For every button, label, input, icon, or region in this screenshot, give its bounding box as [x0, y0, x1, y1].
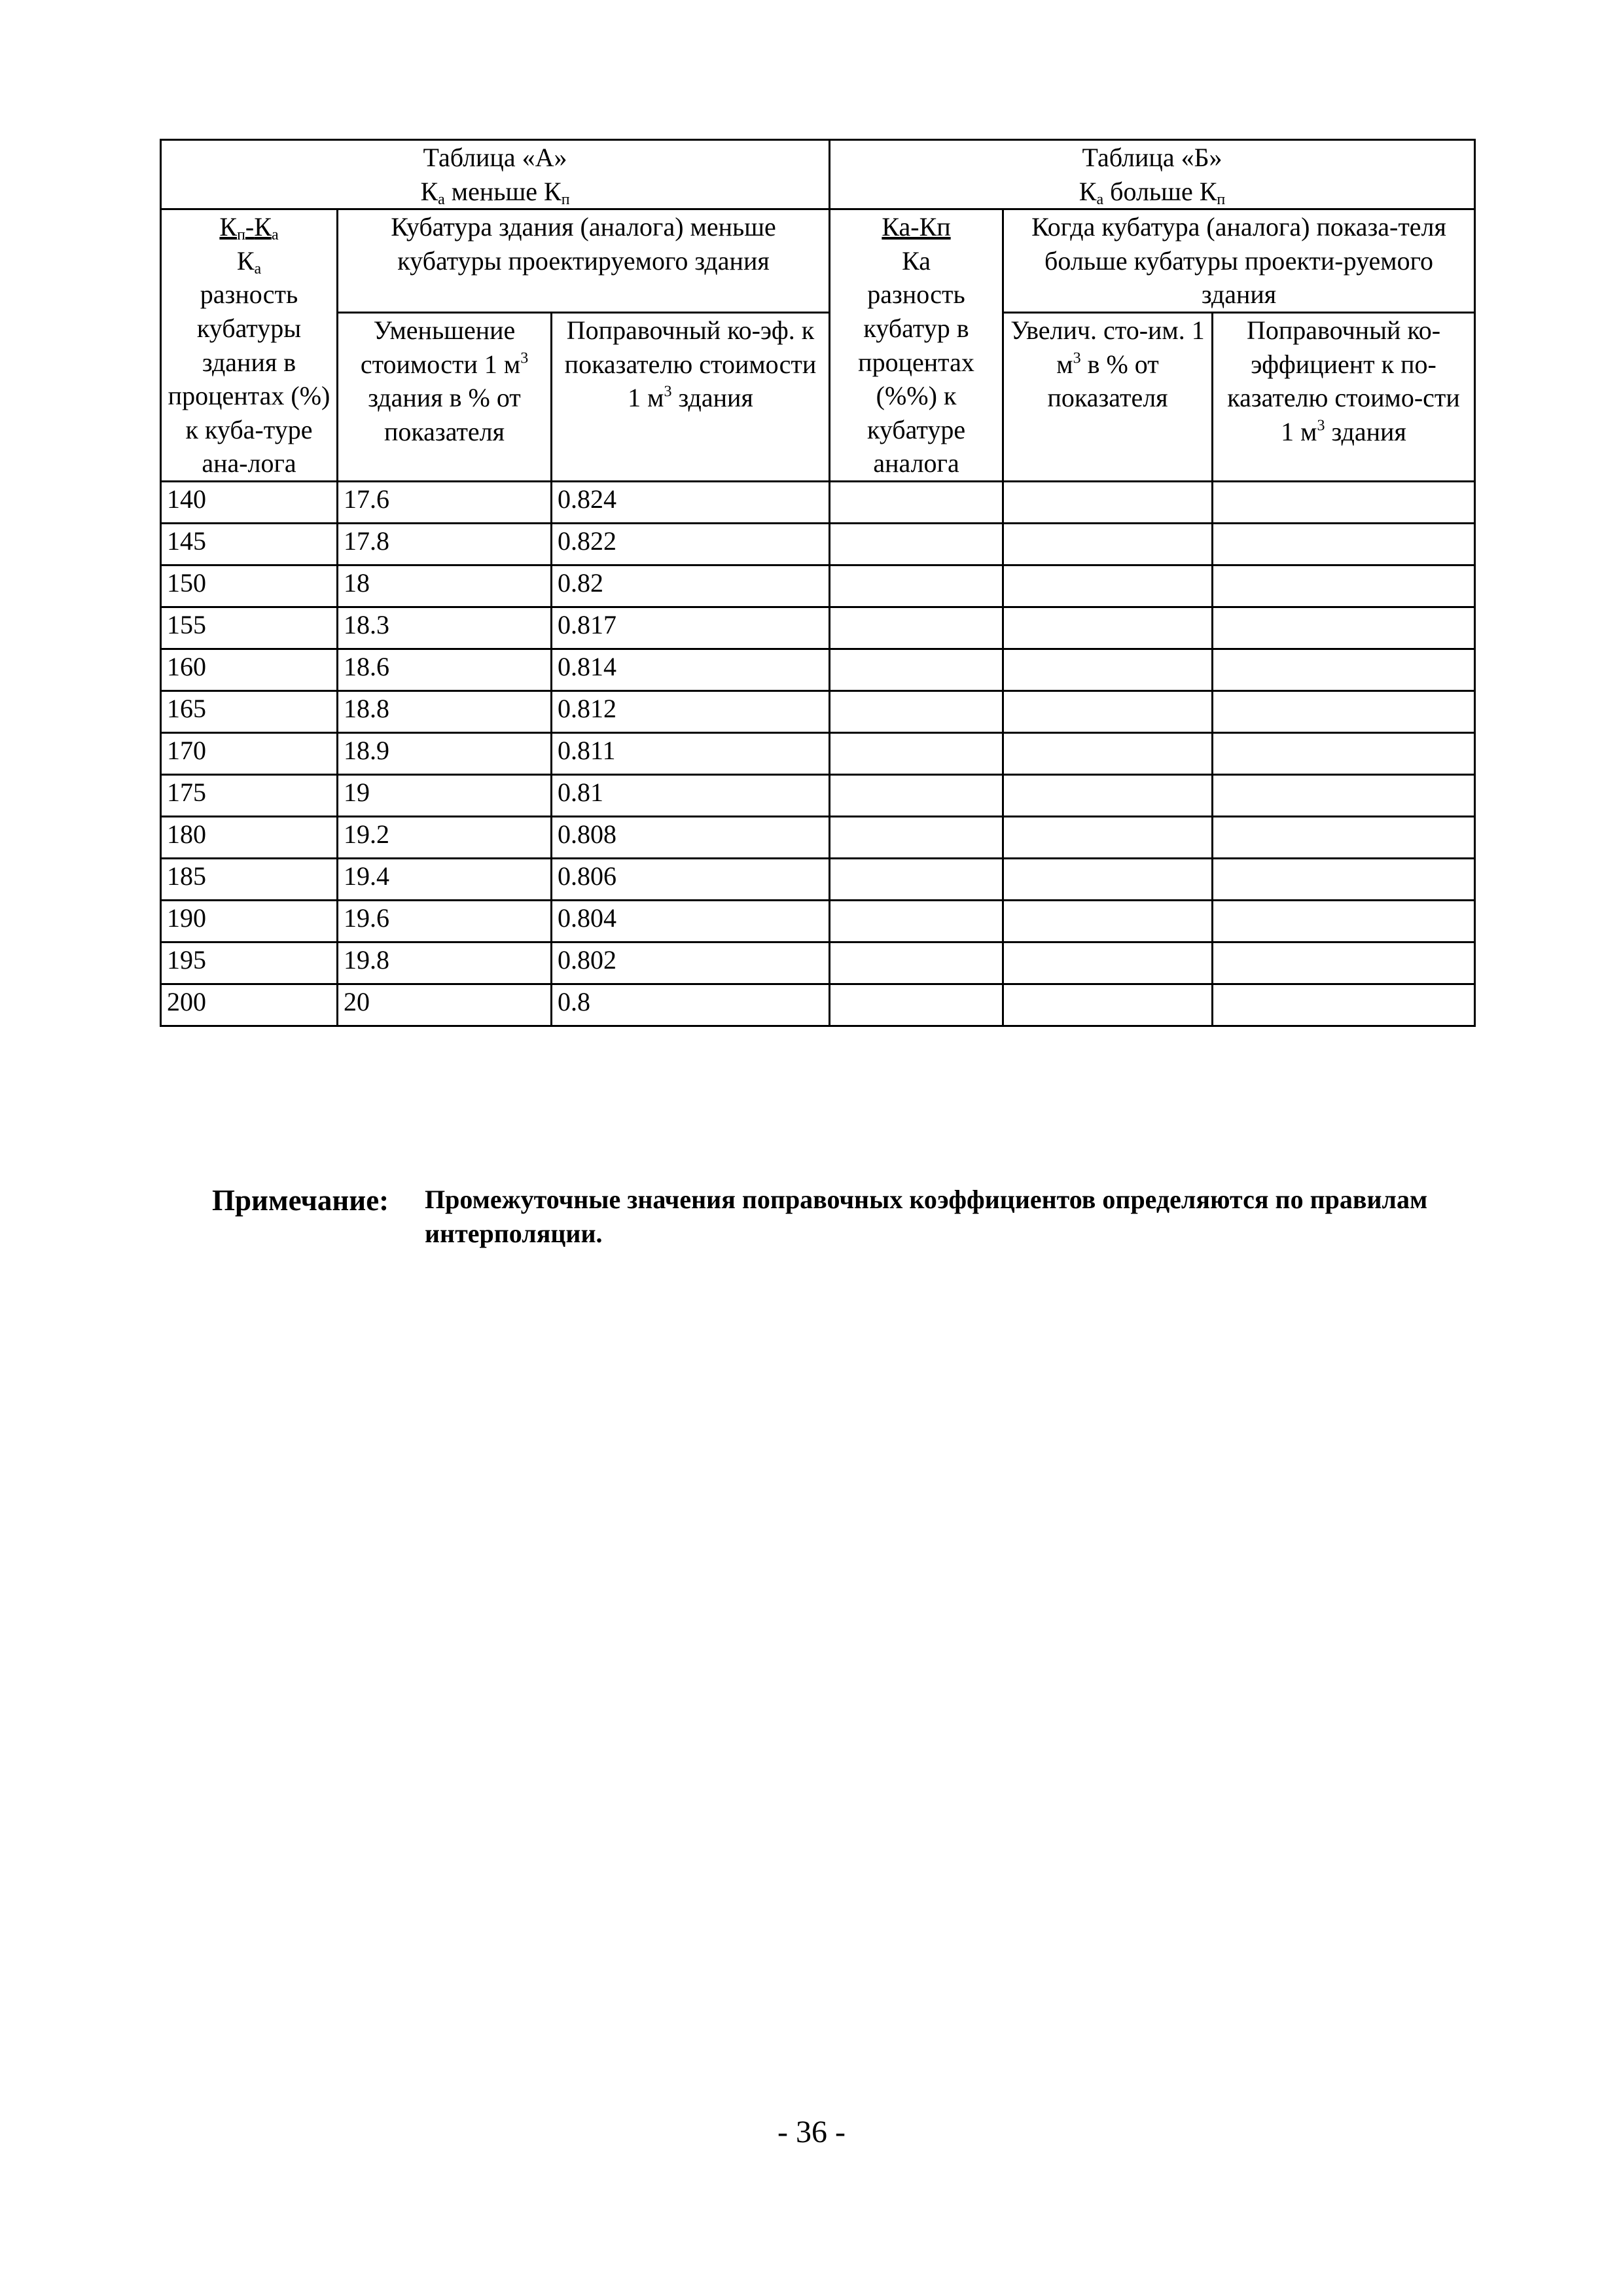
note-text: Промежуточные значения поправочных коэффициентов определяются по правилам интерполяции. [425, 1185, 1428, 1248]
row-empty-cell [830, 942, 1003, 984]
row-empty-cell [1213, 900, 1475, 942]
row-reduction-cell: 18.8 [338, 691, 552, 732]
table-b-title: Таблица «Б» [1082, 143, 1222, 172]
table-b-col2-header: Увелич. сто-им. 1 $м^3$ в % от показателя [1003, 312, 1213, 481]
table-row [161, 649, 1475, 691]
row-empty-cell [1213, 649, 1475, 691]
row-coefficient-cell: 0.802 [552, 942, 830, 984]
row-coefficient-cell: 0.82 [552, 565, 830, 607]
table-row [161, 774, 1475, 816]
row-empty-cell [1003, 607, 1213, 649]
table-a-col1-header [161, 209, 338, 482]
row-empty-cell [1213, 858, 1475, 900]
row-percent-cell: 140 [161, 481, 338, 523]
table-b-subtitle: $К_а$ больше $К_п$ [1079, 176, 1226, 208]
row-percent-cell: 150 [161, 565, 338, 607]
table-row [161, 900, 1475, 942]
row-reduction-cell: 19.4 [338, 858, 552, 900]
row-empty-cell [1003, 649, 1213, 691]
row-coefficient-cell: 0.812 [552, 691, 830, 732]
row-empty-cell [1003, 984, 1213, 1026]
row-empty-cell [1213, 607, 1475, 649]
row-empty-cell [1213, 942, 1475, 984]
row-reduction-cell: 19.6 [338, 900, 552, 942]
table-row [161, 984, 1475, 1026]
row-reduction-cell: 20 [338, 984, 552, 1026]
row-empty-cell [1003, 858, 1213, 900]
table-a-group-header: Кубатура здания (аналога) меньше кубатуры проектируемого здания [338, 209, 830, 313]
table-a-col1-description: разность кубатуры здания в процентах (%) к куба-туре ана-лога [168, 279, 330, 478]
row-empty-cell [830, 523, 1003, 565]
row-empty-cell [830, 816, 1003, 858]
row-empty-cell [830, 607, 1003, 649]
row-empty-cell [830, 481, 1003, 523]
table-a-title: Таблица «А» [423, 143, 567, 172]
table-b-col1-header [830, 209, 1003, 482]
row-coefficient-cell: 0.8 [552, 984, 830, 1026]
row-empty-cell [1213, 691, 1475, 732]
row-empty-cell [1213, 565, 1475, 607]
table-a-col3-header: Поправочный ко-эф. к показателю стоимости 1 $м^3$ здания [552, 312, 830, 481]
row-percent-cell: 175 [161, 774, 338, 816]
row-empty-cell [1003, 481, 1213, 523]
row-empty-cell [1213, 774, 1475, 816]
table-a-col1-denominator: $К_а$ [236, 245, 262, 278]
note-label: Примечание: [212, 1184, 389, 1217]
row-coefficient-cell: 0.806 [552, 858, 830, 900]
row-empty-cell [830, 900, 1003, 942]
row-coefficient-cell: 0.811 [552, 732, 830, 774]
row-coefficient-cell: 0.814 [552, 649, 830, 691]
header-row-2 [161, 312, 1475, 481]
table-b-title-cell [830, 140, 1475, 209]
row-empty-cell [830, 774, 1003, 816]
table-a-col2-header: Уменьшение стоимости 1 $м^3$ здания в % от показателя [338, 312, 552, 481]
row-reduction-cell: 19.8 [338, 942, 552, 984]
row-reduction-cell: 19 [338, 774, 552, 816]
table-row [161, 481, 1475, 523]
table-row [161, 732, 1475, 774]
table-row [161, 523, 1475, 565]
row-reduction-cell: 19.2 [338, 816, 552, 858]
table-a-col1-numerator: $К_п-К_а$ [219, 212, 279, 244]
row-empty-cell [830, 565, 1003, 607]
row-coefficient-cell: 0.822 [552, 523, 830, 565]
row-percent-cell: 200 [161, 984, 338, 1026]
row-reduction-cell: 18.6 [338, 649, 552, 691]
row-empty-cell [1213, 732, 1475, 774]
table-row [161, 816, 1475, 858]
row-empty-cell [830, 984, 1003, 1026]
row-empty-cell [1003, 565, 1213, 607]
row-empty-cell [1003, 900, 1213, 942]
row-empty-cell [830, 691, 1003, 732]
table-a-subtitle: $К_а$ меньше $К_п$ [420, 176, 570, 208]
row-reduction-cell: 17.6 [338, 481, 552, 523]
table-row [161, 691, 1475, 732]
header-row-1 [161, 209, 1475, 313]
row-coefficient-cell: 0.817 [552, 607, 830, 649]
row-empty-cell [830, 858, 1003, 900]
table-row [161, 942, 1475, 984]
row-reduction-cell: 18.3 [338, 607, 552, 649]
row-percent-cell: 160 [161, 649, 338, 691]
table-b-col3-header: Поправочный ко-эффициент к по-казателю стоимо-сти 1 $м^3$ здания [1213, 312, 1475, 481]
row-empty-cell [1003, 774, 1213, 816]
table-b-col1-denominator: Ка [902, 245, 931, 276]
row-empty-cell [1003, 816, 1213, 858]
row-empty-cell [1213, 984, 1475, 1026]
row-percent-cell: 180 [161, 816, 338, 858]
row-percent-cell: 165 [161, 691, 338, 732]
page-number: - 36 - [777, 2115, 846, 2149]
table-row [161, 858, 1475, 900]
row-empty-cell [830, 649, 1003, 691]
table-title-row [161, 140, 1475, 209]
row-empty-cell [1213, 481, 1475, 523]
table-body [161, 481, 1475, 1026]
row-percent-cell: 185 [161, 858, 338, 900]
row-reduction-cell: 18.9 [338, 732, 552, 774]
table-b-col1-numerator: Ка-Кп [882, 212, 951, 242]
table-row [161, 565, 1475, 607]
row-reduction-cell: 17.8 [338, 523, 552, 565]
row-percent-cell: 145 [161, 523, 338, 565]
row-coefficient-cell: 0.824 [552, 481, 830, 523]
row-coefficient-cell: 0.81 [552, 774, 830, 816]
row-empty-cell [1213, 816, 1475, 858]
row-reduction-cell: 18 [338, 565, 552, 607]
table-b-col1-description: разность кубатур в процентах (%%) к кубатуре аналога [858, 279, 974, 478]
table-b-group-header: Когда кубатура (аналога) показа-теля больше кубатуры проекти-руемого здания [1003, 209, 1475, 313]
table-a-title-cell [161, 140, 830, 209]
row-empty-cell [1213, 523, 1475, 565]
row-empty-cell [1003, 732, 1213, 774]
row-empty-cell [1003, 523, 1213, 565]
row-percent-cell: 190 [161, 900, 338, 942]
row-coefficient-cell: 0.808 [552, 816, 830, 858]
row-empty-cell [1003, 942, 1213, 984]
row-empty-cell [830, 732, 1003, 774]
row-percent-cell: 155 [161, 607, 338, 649]
coefficients-table [160, 139, 1476, 1027]
row-percent-cell: 170 [161, 732, 338, 774]
table-row [161, 607, 1475, 649]
row-empty-cell [1003, 691, 1213, 732]
row-coefficient-cell: 0.804 [552, 900, 830, 942]
row-percent-cell: 195 [161, 942, 338, 984]
